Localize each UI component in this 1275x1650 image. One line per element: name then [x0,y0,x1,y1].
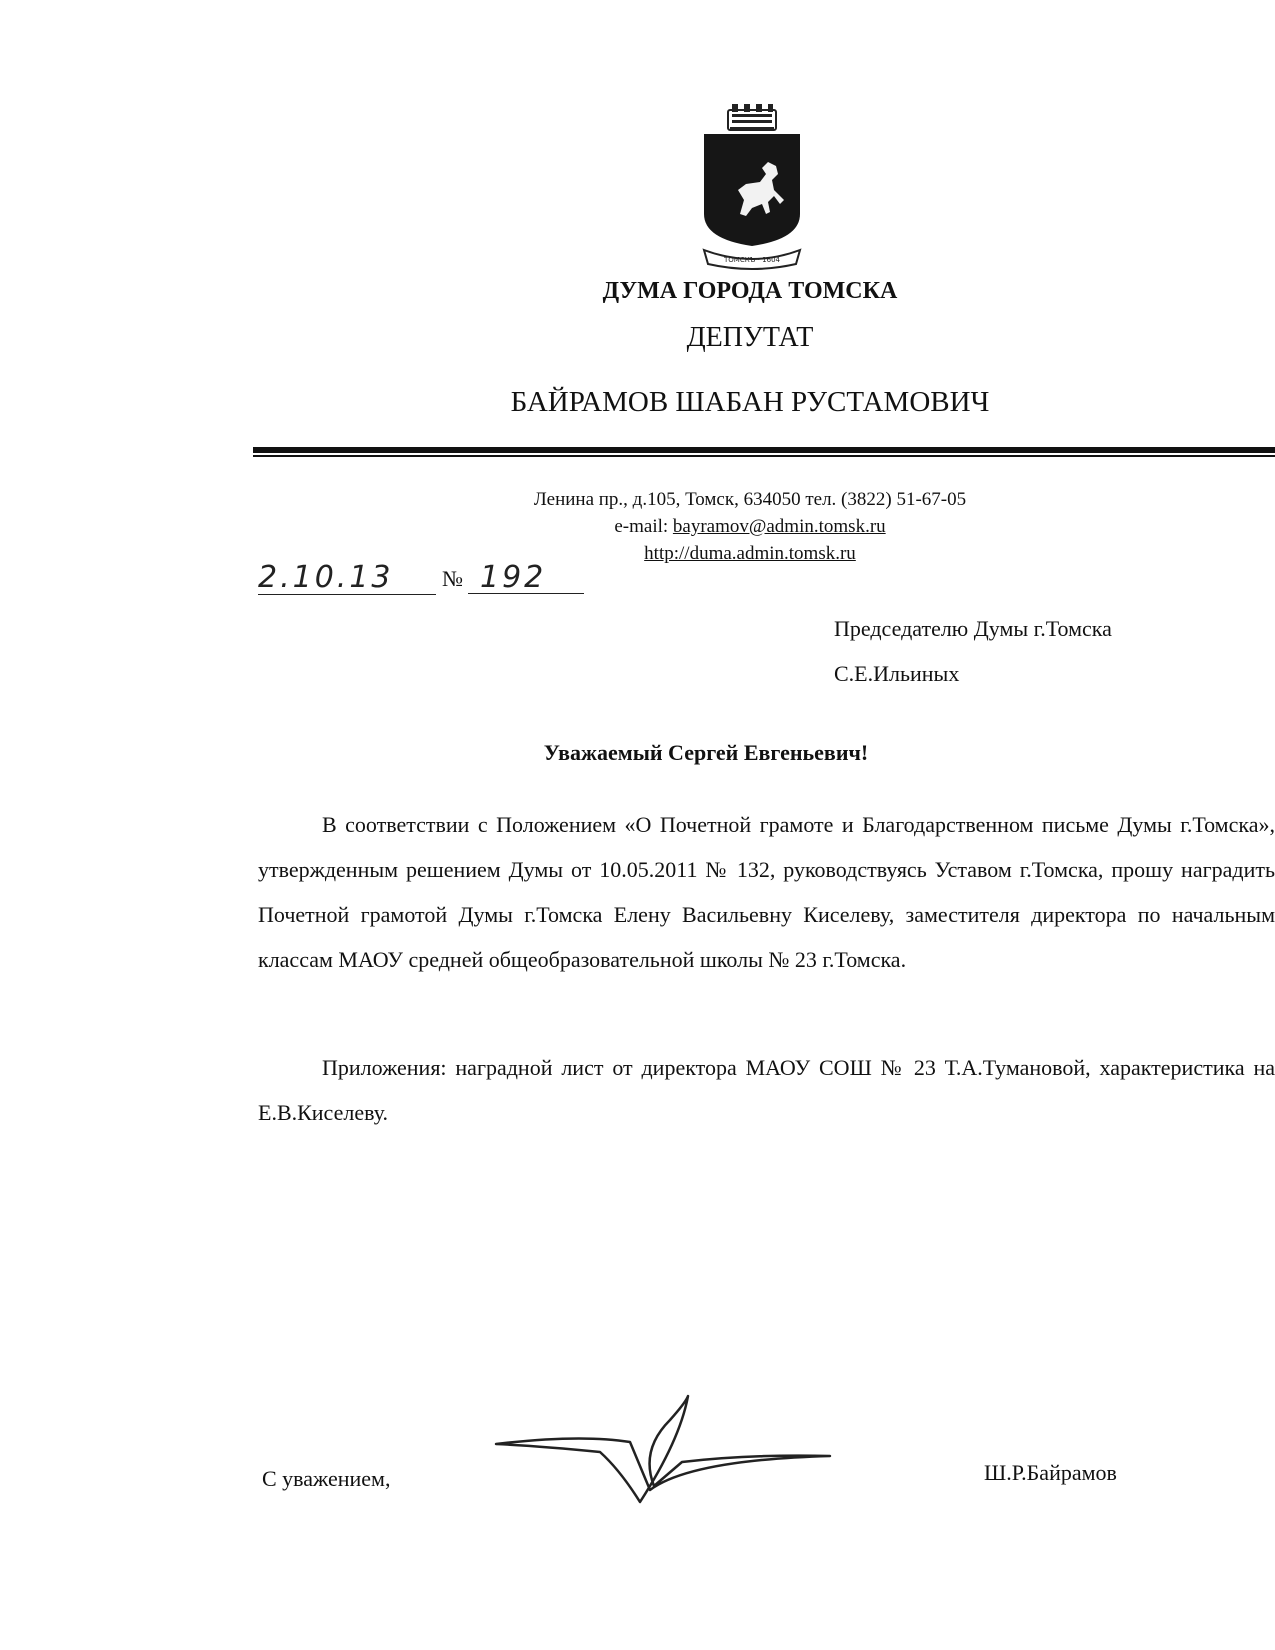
address-phone: Ленина пр., д.105, Томск, 634050 тел. (3822) 51-67-05 [533,489,967,510]
position-title: ДЕПУТАТ [686,322,814,353]
body-paragraph-1 [258,802,1275,1027]
crown-icon [728,104,776,131]
email-link[interactable]: bayramov@admin.tomsk.ru [672,516,886,537]
body-paragraph-2 [258,1045,1275,1137]
header-divider-thick [253,447,1275,453]
organization-title: ДУМА ГОРОДА ТОМСКА [602,278,898,304]
registration-number-label: № [442,566,463,591]
coat-of-arms-emblem [702,104,802,274]
header-divider-thin [253,455,1275,457]
deputy-name: БАЙРАМОВ ШАБАН РУСТАМОВИЧ [510,386,990,418]
body-paragraph-1-text: В соответствии с Положением «О Почетной грамоте и Благодарственном письме Думы г.Томска», утвержденным решением Думы от 10.05.2011 № 132, руководствуясь Уставом г.Томска, прошу наградить Почетной грамотой Думы г.Томска Елену Васильевну Киселеву, заместителя директора по начальным классам МАОУ средней общеобразовательной школы № 23 г.Томска. [258,812,1275,972]
handwritten-signature [490,1390,840,1510]
registration-date: 2.10.13 [258,560,436,595]
salutation: Уважаемый Сергей Евгеньевич! [543,740,869,765]
addressee-block [834,606,1112,696]
body-paragraph-2-text: Приложения: наградной лист от директора МАОУ СОШ № 23 Т.А.Тумановой, характеристика на Е.В.Киселеву. [258,1055,1275,1125]
email-label: e-mail: [614,516,673,537]
svg-text:ТОМСКЪ · 1604: ТОМСКЪ · 1604 [724,256,780,264]
website-link[interactable]: http://duma.admin.tomsk.ru [644,543,856,564]
addressee-name: С.Е.Ильиных [834,661,960,686]
signer-name: Ш.Р.Байрамов [984,1460,1117,1485]
closing-phrase: С уважением, [262,1466,391,1491]
contacts-block [430,486,1070,567]
email-line [430,513,1070,540]
addressee-title: Председателю Думы г.Томска [834,616,1112,641]
registration-number: 192 [468,560,584,594]
